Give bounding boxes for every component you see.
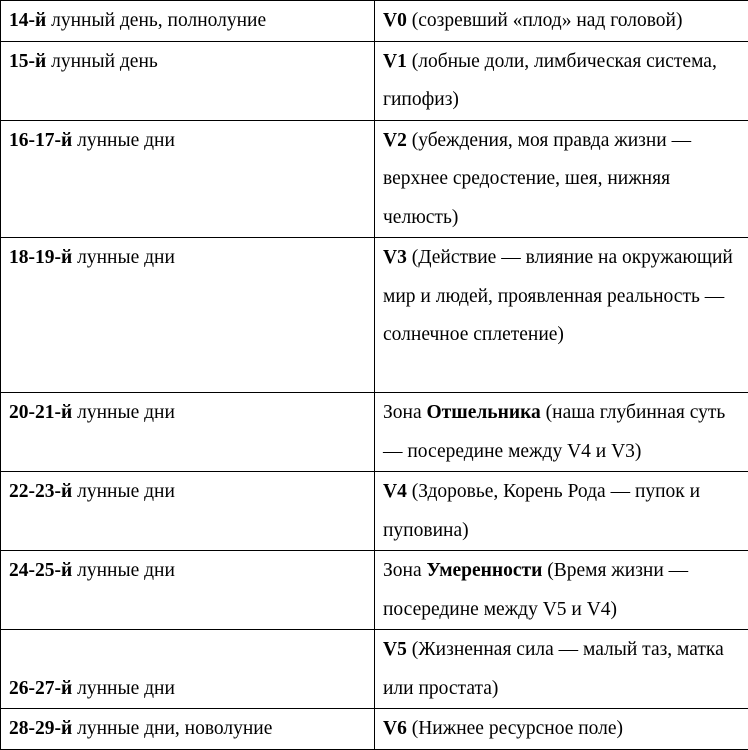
level-code: V2 [383, 130, 407, 151]
day-label: лунные дни [72, 247, 175, 268]
description-tail: (Время жизни — посередине между V5 и V4) [383, 560, 688, 620]
description-text: Зона [383, 402, 427, 423]
day-number: 24-25-й [9, 560, 72, 581]
day-number: 28-29-й [9, 718, 72, 739]
lunar-day-cell [1, 238, 375, 393]
table-row [1, 393, 748, 472]
lunar-day-cell [1, 393, 375, 472]
day-number: 22-23-й [9, 481, 72, 502]
day-number: 20-21-й [9, 402, 72, 423]
day-label: лунные дни [72, 402, 175, 423]
table-row [1, 630, 748, 709]
table-row [1, 238, 748, 393]
description-cell [375, 238, 748, 393]
day-number: 15-й [9, 51, 46, 72]
description-cell [375, 120, 748, 238]
table-row [1, 709, 748, 750]
day-number: 14-й [9, 10, 46, 31]
day-number: 26-27-й [9, 678, 72, 699]
level-code: V1 [383, 51, 407, 72]
table-row [1, 41, 748, 120]
lunar-day-cell [1, 120, 375, 238]
description-text: (Нижнее ресурсное поле) [407, 718, 623, 739]
day-label: лунный день, полнолуние [46, 10, 266, 31]
description-text: (убеждения, моя правда жизни — верхнее средостение, шея, нижняя челюсть) [383, 130, 691, 228]
day-label: лунные дни, новолуние [72, 718, 272, 739]
table-row [1, 551, 748, 630]
lunar-day-cell [1, 41, 375, 120]
day-label: лунные дни [72, 481, 175, 502]
day-label: лунные дни [72, 130, 175, 151]
level-code: V5 [383, 639, 407, 660]
level-code: V6 [383, 718, 407, 739]
level-code: V0 [383, 10, 407, 31]
description-text: (Действие — влияние на окружающий мир и людей, проявленная реальность — солнечное сплетение) [383, 247, 733, 345]
level-code: V4 [383, 481, 407, 502]
description-cell [375, 630, 748, 709]
description-cell [375, 393, 748, 472]
description-cell [375, 41, 748, 120]
description-cell [375, 1, 748, 42]
day-number: 16-17-й [9, 130, 72, 151]
description-cell [375, 472, 748, 551]
description-tail: (наша глубинная суть — посередине между V4 и V3) [383, 402, 725, 462]
description-bold: Отшельника [427, 402, 541, 423]
table-row [1, 472, 748, 551]
lunar-day-cell [1, 709, 375, 750]
description-cell [375, 551, 748, 630]
day-label: лунные дни [72, 560, 175, 581]
description-bold: Умеренности [427, 560, 543, 581]
lunar-day-cell [1, 630, 375, 709]
table-row [1, 1, 748, 42]
description-text: (Здоровье, Корень Рода — пупок и пуповина) [383, 481, 700, 541]
lunar-day-cell [1, 1, 375, 42]
description-cell [375, 709, 748, 750]
description-text: (лобные доли, лимбическая система, гипофиз) [383, 51, 717, 111]
lunar-day-cell [1, 472, 375, 551]
description-text: (Жизненная сила — малый таз, матка или простата) [383, 639, 724, 699]
description-text: (созревший «плод» над головой) [407, 10, 683, 31]
table-row [1, 120, 748, 238]
day-number: 18-19-й [9, 247, 72, 268]
description-text: Зона [383, 560, 427, 581]
lunar-day-cell [1, 551, 375, 630]
day-label: лунный день [46, 51, 158, 72]
level-code: V3 [383, 247, 407, 268]
day-label: лунные дни [72, 678, 175, 699]
